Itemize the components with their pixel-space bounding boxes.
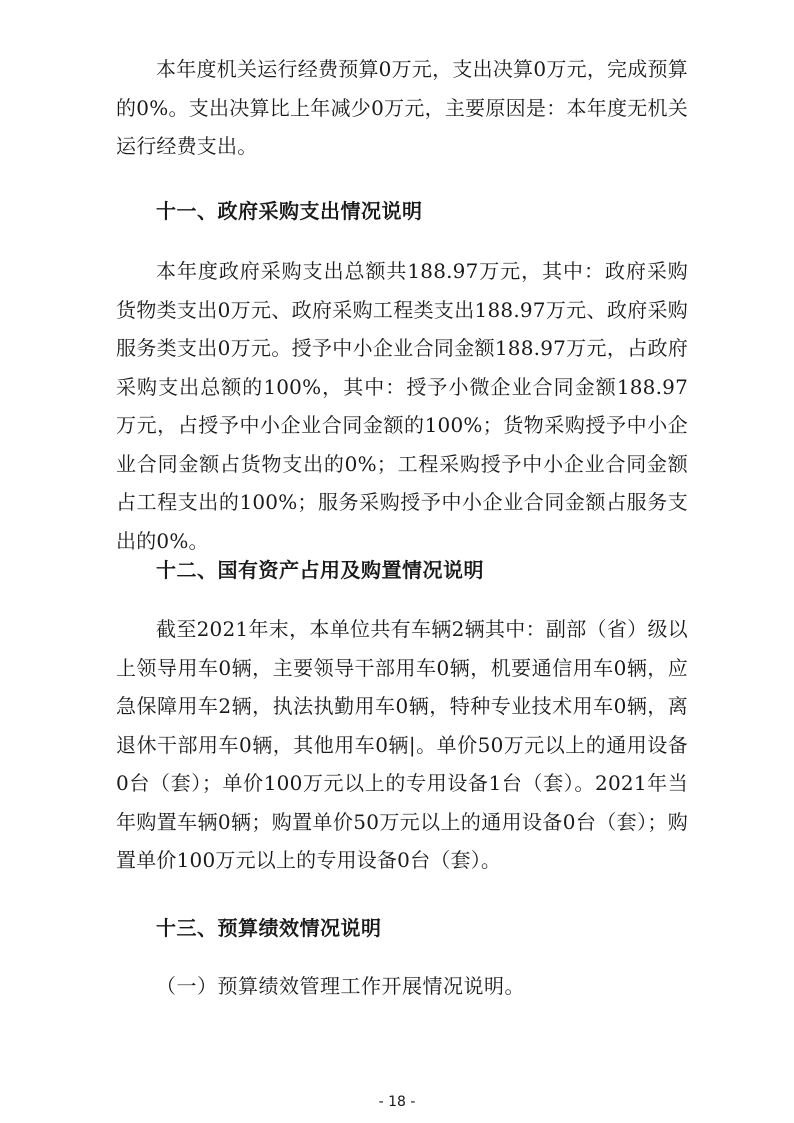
- section-heading-state-assets: 十二、国有资产占用及购置情况说明: [156, 558, 484, 582]
- paragraph-government-procurement: 本年度政府采购支出总额共188.97万元，其中：政府采购货物类支出0万元、政府采购工程类支出188.97万元、政府采购服务类支出0万元。授予中小企业合同金额188.97万元，占政府采购支出总额的100%，其中：授予小微企业合同金额188.97万元，占授予中小企业合同金额的100%；货物采购授予中小企业合同金额占货物支出的0%；工程采购授予中小企业合同金额占工程支出的100%；服务采购授予中小企业合同金额占服务支出的0%。: [116, 259, 688, 553]
- paragraph-state-assets: 截至2021年末，本单位共有车辆2辆其中：副部（省）级以上领导用车0辆，主要领导干部用车0辆，机要通信用车0辆，应急保障用车2辆，执法执勤用车0辆，特种专业技术用车0辆，离退休干部用车0辆，其他用车0辆|。单价50万元以上的通用设备0台（套）；单价100万元以上的专用设备1台（套）。2021年当年购置车辆0辆；购置单价50万元以上的通用设备0台（套）；购置单价100万元以上的专用设备0台（套）。: [116, 617, 688, 872]
- section-heading-budget-performance: 十三、预算绩效情况说明: [156, 916, 382, 940]
- page-number: - 18 -: [378, 1094, 416, 1110]
- section-heading-government-procurement: 十一、政府采购支出情况说明: [156, 199, 423, 223]
- subheading-performance-management: （一）预算绩效管理工作开展情况说明。: [156, 974, 525, 998]
- paragraph-office-expenses: 本年度机关运行经费预算0万元，支出决算0万元，完成预算的0%。支出决算比上年减少0万元，主要原因是：本年度无机关运行经费支出。: [116, 57, 688, 158]
